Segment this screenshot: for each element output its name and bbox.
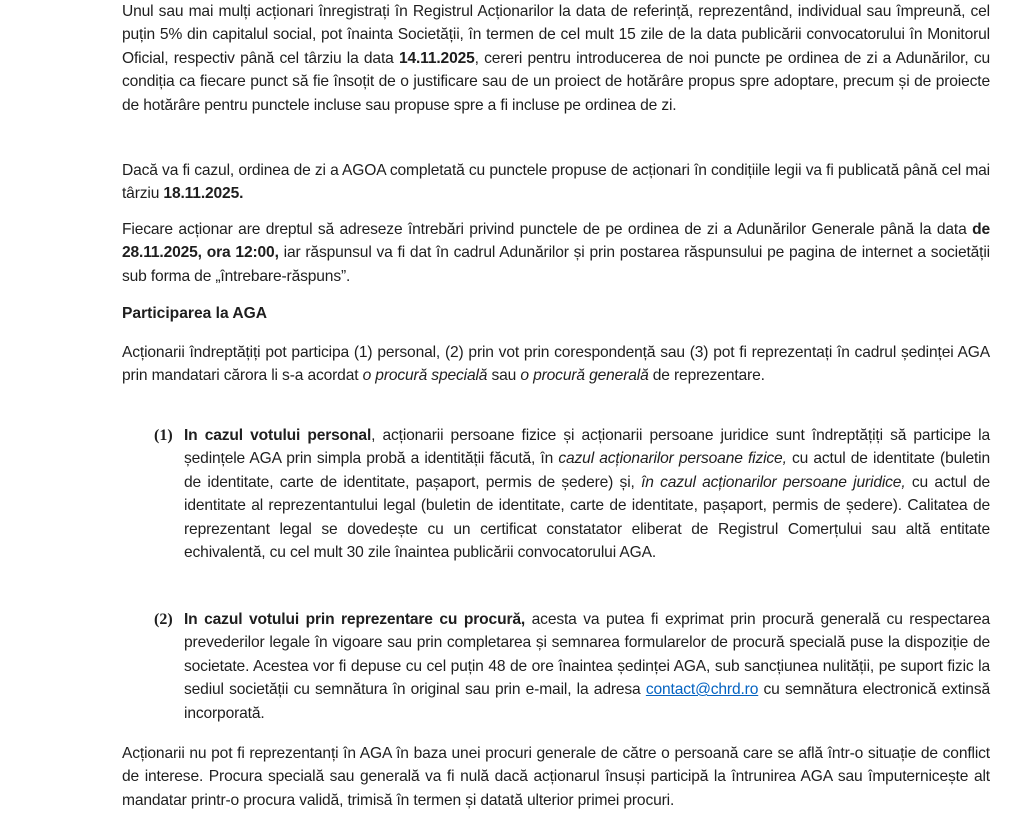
paragraph-agenda-additions — [122, 0, 990, 117]
deadline-date: 14.11.2025 — [398, 49, 475, 67]
paragraph-text: , cereri pentru introducerea de noi puncte pe ordinea de zi a Adunărilor, cu condiția ca fiecare punct să fie însoțit de o justificare sau de un proiect de hotărâre propus spre adoptare, precum și de proiecte de hotărâre pentru punctele incluse sau propuse spre a fi incluse pe ordinea de zi. — [122, 49, 990, 114]
italic-phrase: în cazul acționarilor persoane juridice, — [641, 473, 906, 491]
paragraph-text: Unul sau mai mulți acționari înregistrați în Registrul Acționarilor la data de referință, reprezentând, individual sau împreună, cel puțin 5% din capitalul social, pot înainta Societății, în termen de cel mult 15 zile de la data publicării convocatorului în Monitorul Oficial, respectiv până cel târziu la data — [122, 3, 990, 67]
questions-deadline: de 28.11.2025, ora 12:00, — [122, 221, 990, 262]
list-item-text — [184, 608, 990, 725]
general-proxy-term: o procură generală — [520, 367, 649, 385]
paragraph-text: Acționarii îndreptățiți pot participa (1) personal, (2) prin vot prin corespondență sau (3) pot fi reprezentați în cadrul ședinței AGA prin mandatari cărora li s-a acordat — [122, 344, 990, 385]
email-link[interactable]: contact@chrd.ro — [645, 681, 759, 699]
paragraph-text: cu semnătura electronică extinsă incorporată. — [184, 681, 990, 722]
paragraph-text: cu actul de identitate (buletin de identitate, carte de identitate, pașaport, permis de ședere) și, — [184, 450, 990, 491]
list-item-proxy-vote — [154, 608, 990, 725]
list-number: (1) — [154, 427, 173, 444]
paragraph-conflict-of-interest: Acționarii nu pot fi reprezentanți în AGA în baza unei procuri generale de către o persoană care se află într-o situație de conflict de interese. Procura specială sau generală va fi nulă dacă acționarul însuși participă la întrunirea AGA sau împuternicește alt mandatar printr-o procura validă, trimisă în termen și datată ulterior primei procuri. — [122, 745, 990, 809]
paragraph-questions — [122, 218, 990, 288]
list-item-lead: In cazul votului personal — [184, 427, 372, 444]
list-number: (2) — [154, 611, 173, 628]
paragraph-text: , acționarii persoane fizice și acționarii persoane juridice sunt îndreptățiți să participe la ședințele AGA prin simpla probă a identității făcută, în — [184, 427, 990, 468]
paragraph-text: Dacă va fi cazul, ordinea de zi a AGOA completată cu punctele propuse de acționari în condițiile legii va fi publicată până cel mai târziu — [122, 162, 990, 203]
paragraph-text: de reprezentare. — [648, 367, 765, 385]
paragraph-text: acesta va putea fi exprimat prin procură generală cu respectarea prevederilor legale în vigoare sau prin completarea și semnarea formularelor de procură specială puse la dispoziție de societate. Acestea vor fi depuse cu cel puțin 48 de ore înaintea ședinței AGA, sub sancțiunea nulității, pe suport fizic la sediul societății cu semnătura în original sau prin e-mail, la adresa — [184, 611, 990, 699]
paragraph-agenda-publication — [122, 159, 990, 206]
special-proxy-term: o procură specială — [362, 367, 488, 385]
list-item-text — [184, 424, 990, 564]
paragraph-participation — [122, 341, 990, 388]
publication-date: 18.11.2025. — [163, 185, 244, 203]
italic-phrase: cazul acționarilor persoane fizice, — [558, 450, 787, 468]
paragraph-text: cu actul de identitate al reprezentantului legal (buletin de identitate, carte de identitate, pașaport, permis de ședere). Calitatea de reprezentant legal se dovedește cu un certificat constatator eliberat de Registrul Comerțului sau altă entitate echivalentă, cu cel mult 30 zile înaintea publicării convocatorului AGA. — [184, 473, 990, 562]
paragraph-text: sau — [487, 367, 521, 385]
list-item-lead: In cazul votului prin reprezentare cu procură, — [184, 611, 526, 628]
paragraph-text: Fiecare acționar are dreptul să adreseze întrebări privind punctele de pe ordinea de zi a Adunărilor Generale până la data — [122, 221, 973, 238]
section-heading: Participarea la AGA — [122, 305, 268, 322]
paragraph-text: iar răspunsul va fi dat în cadrul Adunărilor și prin postarea răspunsului pe pagina de internet a societății sub forma de „întrebare-răspuns”. — [122, 244, 990, 285]
list-item-personal-vote — [154, 424, 990, 564]
